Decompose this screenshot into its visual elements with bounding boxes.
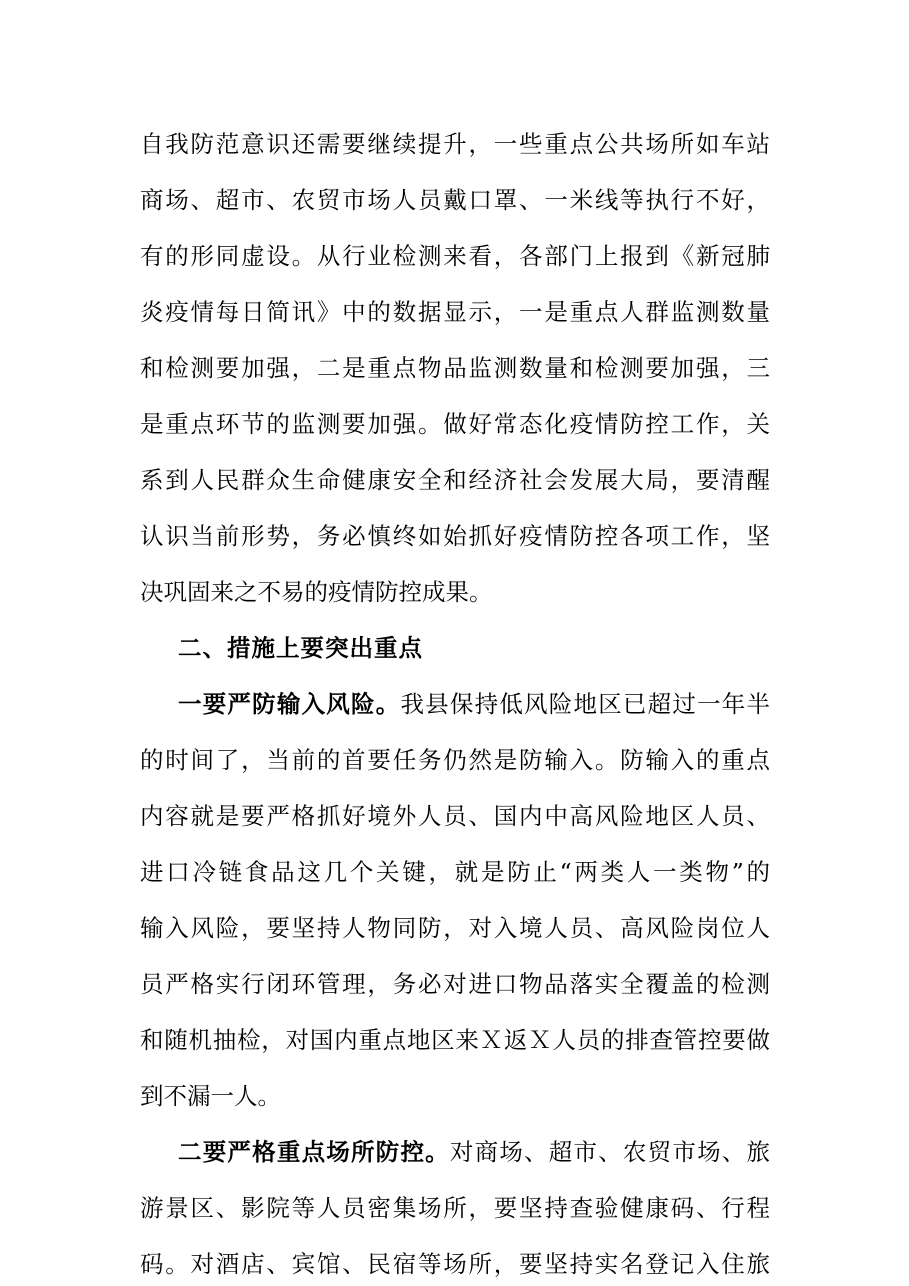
paragraph-line: 游景区、影院等人员密集场所，要坚持查验健康码、行程 xyxy=(140,1194,770,1222)
paragraph-line: 认识当前形势，务必慎终如始抓好疫情防控各项工作，坚 xyxy=(140,522,770,550)
paragraph-line: 自我防范意识还需要继续提升，一些重点公共场所如车站 xyxy=(140,130,770,158)
paragraph-line: 和检测要加强，二是重点物品监测数量和检测要加强，三 xyxy=(140,354,770,382)
paragraph-line: 决巩固来之不易的疫情防控成果。 xyxy=(140,578,493,606)
section-heading: 二、措施上要突出重点 xyxy=(178,634,423,662)
paragraph-line: 码。对酒店、宾馆、民宿等场所，要坚持实名登记入住旅 xyxy=(140,1250,770,1278)
paragraph-line: 和随机抽检，对国内重点地区来Ｘ返Ｘ人员的排查管控要做 xyxy=(140,1026,770,1054)
paragraph-first-line xyxy=(178,1134,770,1170)
paragraph-lead-bold: 一要严防输入风险。 xyxy=(178,690,401,718)
paragraph-line: 有的形同虚设。从行业检测来看，各部门上报到《新冠肺 xyxy=(140,242,770,270)
paragraph-line: 到不漏一人。 xyxy=(140,1082,281,1110)
paragraph-line: 进口冷链食品这几个关键，就是防止“两类人一类物”的 xyxy=(140,858,770,886)
paragraph-line: 系到人民群众生命健康安全和经济社会发展大局，要清醒 xyxy=(140,466,770,494)
paragraph-lead-bold: 二要严格重点场所防控。 xyxy=(178,1138,450,1166)
paragraph-line: 是重点环节的监测要加强。做好常态化疫情防控工作，关 xyxy=(140,410,770,438)
paragraph-line: 输入风险，要坚持人物同防，对入境人员、高风险岗位人 xyxy=(140,914,770,942)
paragraph-lead-rest: 我县保持低风险地区已超过一年半 xyxy=(400,690,771,718)
paragraph-lead-rest: 对商场、超市、农贸市场、旅 xyxy=(449,1138,771,1166)
paragraph-first-line xyxy=(178,686,770,722)
paragraph-line: 的时间了，当前的首要任务仍然是防输入。防输入的重点 xyxy=(140,746,770,774)
paragraph-line: 内容就是要严格抓好境外人员、国内中高风险地区人员、 xyxy=(140,802,770,830)
paragraph-line: 员严格实行闭环管理，务必对进口物品落实全覆盖的检测 xyxy=(140,970,770,998)
paragraph-line: 炎疫情每日简讯》中的数据显示，一是重点人群监测数量 xyxy=(140,298,770,326)
paragraph-line: 商场、超市、农贸市场人员戴口罩、一米线等执行不好， xyxy=(140,186,770,214)
